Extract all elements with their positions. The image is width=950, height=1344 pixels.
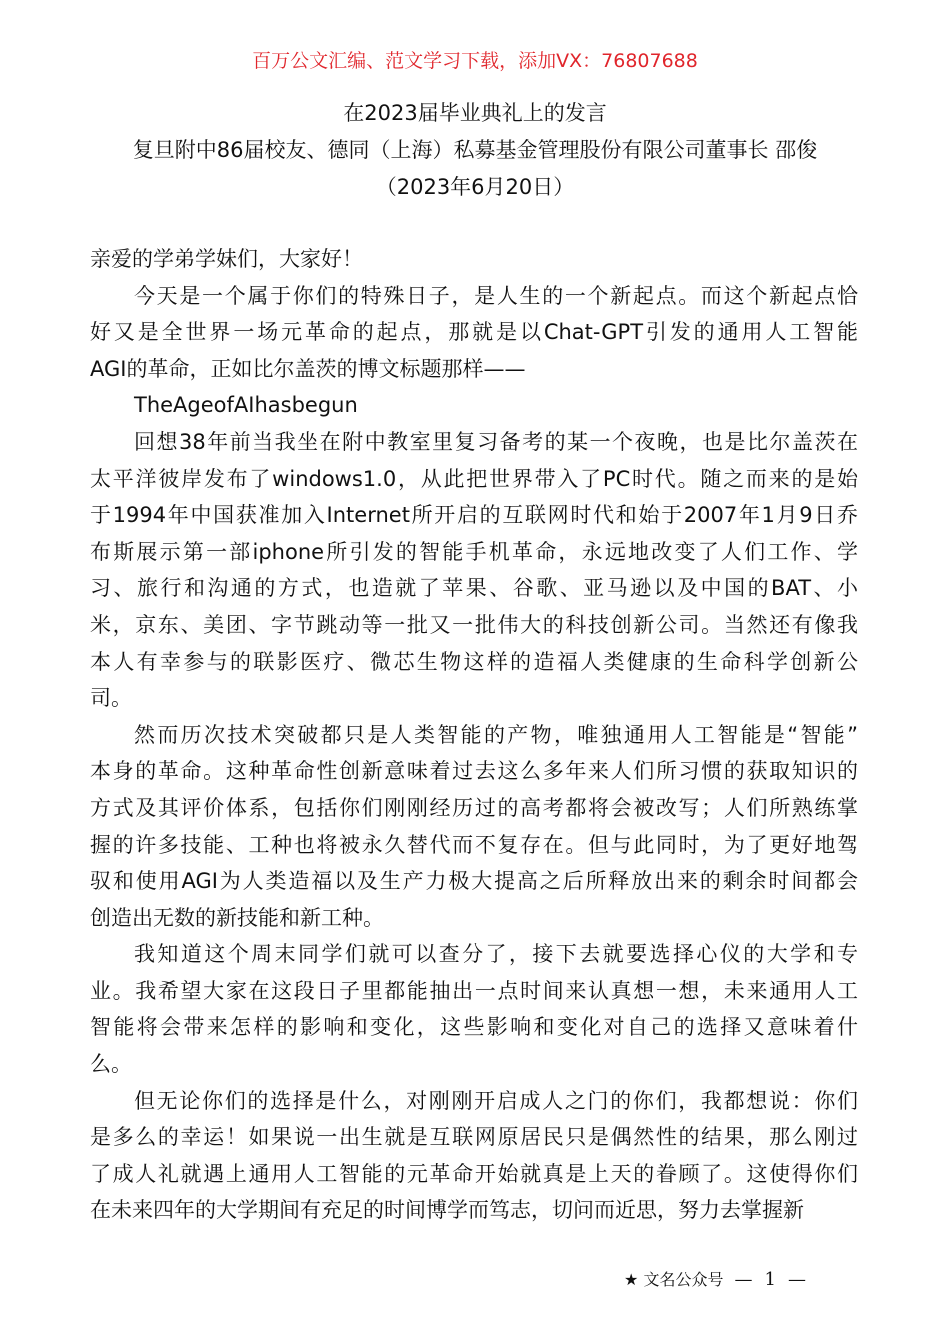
speech-title: 在2023届毕业典礼上的发言: [343, 101, 607, 125]
paragraph-line: 但无论你们的选择是什么，对刚刚开启成人之门的你们，我都想说：你们: [134, 1088, 858, 1113]
paragraph-line: AGI的革命，正如比尔盖茨的博文标题那样——: [90, 356, 526, 381]
paragraph-line: 本身的革命。这种革命性创新意味着过去这么多年来人们所习惯的获取知识的: [90, 759, 858, 784]
paragraph-line: 在未来四年的大学期间有充足的时间博学而笃志，切问而近思，努力去掌握新: [90, 1198, 804, 1223]
star-icon: ★: [624, 1270, 639, 1289]
paragraph-line: 创造出无数的新技能和新工种。: [90, 905, 384, 930]
page-dash-left: —: [734, 1269, 753, 1290]
paragraph-line: 握的许多技能、工种也将被永久替代而不复存在。但与此同时，为了更好地驾: [90, 832, 858, 857]
paragraph-line: 是多么的幸运！如果说一出生就是互联网原居民只是偶然性的结果，那么刚过: [90, 1125, 858, 1150]
paragraph-line: 于1994年中国获准加入Internet所开启的互联网时代和始于2007年1月9日乔: [90, 503, 858, 528]
paragraph-line: 我知道这个周末同学们就可以查分了，接下去就要选择心仪的大学和专: [134, 942, 858, 967]
paragraph-line: 太平洋彼岸发布了windows1.0，从此把世界带入了PC时代。随之而来的是始: [90, 466, 858, 491]
paragraph-line: 今天是一个属于你们的特殊日子，是人生的一个新起点。而这个新起点恰: [134, 283, 858, 308]
paragraph-line: 驭和使用AGI为人类造福以及生产力极大提高之后所释放出来的剩余时间都会: [90, 869, 858, 894]
paragraph-line: 亲爱的学弟学妹们，大家好！: [90, 247, 363, 271]
download-banner: 百万公文汇编、范文学习下载，添加VX：76807688: [252, 50, 698, 72]
paragraph-line: 司。: [90, 686, 132, 711]
paragraph-line: 本人有幸参与的联影医疗、微芯生物这样的造福人类健康的生命科学创新公: [90, 649, 858, 674]
speaker-line: 复旦附中86届校友、德同（上海）私募基金管理股份有限公司董事长 邵俊: [132, 138, 818, 162]
paragraph-line: 布斯展示第一部iphone所引发的智能手机革命，永远地改变了人们工作、学: [90, 539, 858, 564]
paragraph-line: 习、旅行和沟通的方式，也造就了苹果、谷歌、亚马逊以及中国的BAT、小: [90, 576, 858, 601]
speech-body: [90, 241, 858, 1229]
paragraph-line: 好又是全世界一场元革命的起点，那就是以Chat-GPT引发的通用人工智能: [90, 320, 858, 345]
page-footer: [624, 1267, 812, 1290]
paragraph-line: 米，京东、美团、字节跳动等一批又一批伟大的科技创新公司。当然还有像我: [90, 612, 858, 637]
paragraph-line: 方式及其评价体系，包括你们刚刚经历过的高考都将会被改写；人们所熟练掌: [90, 795, 858, 820]
page-dash-right: —: [788, 1269, 806, 1290]
speech-date: （2023年6月20日）: [375, 175, 575, 199]
paragraph-line: 了成人礼就遇上通用人工智能的元革命开始就真是上天的眷顾了。这使得你们: [90, 1161, 858, 1186]
paragraph-line: 然而历次技术突破都只是人类智能的产物，唯独通用人工智能是“智能”: [134, 722, 858, 747]
paragraph-line: TheAgeofAIhasbegun: [134, 393, 358, 418]
page-number: 1: [764, 1269, 776, 1290]
paragraph-line: 回想38年前当我坐在附中教室里复习备考的某一个夜晚，也是比尔盖茨在: [134, 429, 858, 454]
paragraph-line: 智能将会带来怎样的影响和变化，这些影响和变化对自己的选择又意味着什: [90, 1015, 858, 1040]
paragraph-line: 么。: [90, 1052, 132, 1077]
footer-label: 文名公众号: [643, 1270, 724, 1289]
paragraph-line: 业。我希望大家在这段日子里都能抽出一点时间来认真想一想，未来通用人工: [90, 978, 858, 1003]
